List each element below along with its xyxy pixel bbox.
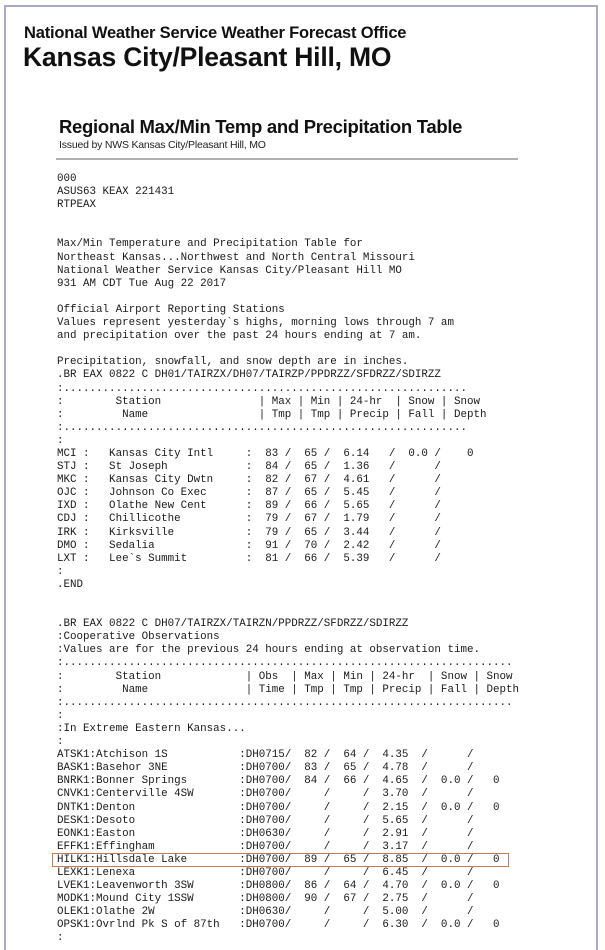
airport-station-row: STJ : St Joseph : 84 / 65 / 1.36 / / [57, 461, 467, 474]
coop-station-row: EFFK1:Effingham :DH0700/ / / 3.17 / / [57, 840, 493, 853]
blank-line [57, 225, 519, 238]
blank-line [57, 592, 519, 605]
airport-note-line: Official Airport Reporting Stations [57, 303, 285, 316]
office-name: National Weather Service Weather Forecast Office [24, 24, 407, 42]
region-label: :In Extreme Eastern Kansas... [57, 722, 246, 735]
airport-note-line: and precipitation over the past 24 hours ending at 7 am. [57, 330, 422, 343]
units-note: Precipitation, snowfall, and snow depth are in inches. [57, 356, 409, 369]
airport-station-row: IRK : Kirksville : 79 / 65 / 3.44 / / [57, 526, 467, 539]
bulletin-text [57, 173, 519, 946]
coop-station-row: DESK1:Desoto :DH0700/ / / 5.65 / / [57, 814, 493, 827]
airport-station-row: LXT : Lee`s Summit : 81 / 66 / 5.39 / / [57, 552, 467, 565]
wmo-header-line: ASUS63 KEAX 221431 [57, 186, 175, 199]
intro-line: Max/Min Temperature and Precipitation Table for [57, 238, 363, 251]
airport-note-line: Values represent yesterday`s highs, morning lows through 7 am [57, 317, 454, 330]
coop-station-row: LEXK1:Lenexa :DH0700/ / / 6.45 / / [57, 866, 493, 879]
coop-station-row-highlighted: HILK1:Hillsdale Lake :DH0700/ 89 / 65 / 8.85 / 0.0 / 0 [57, 853, 500, 866]
product-title: Regional Max/Min Temp and Precipitation Table [59, 116, 463, 137]
coop-title: :Cooperative Observations [57, 631, 220, 644]
intro-line: National Weather Service Kansas City/Pleasant Hill MO [57, 264, 402, 277]
coop-header-row-2: : Name | Time | Tmp | Tmp | Precip | Fall | Depth [57, 683, 520, 696]
table-rule: :.............................................................. [57, 382, 467, 395]
coop-station-row: EONK1:Easton :DH0630/ / / 2.91 / / [57, 827, 493, 840]
blank-line [57, 212, 519, 225]
office-city-title: Kansas City/Pleasant Hill, MO [23, 42, 392, 72]
coop-station-row: BASK1:Basehor 3NE :DH0700/ 83 / 65 / 4.78 / / [57, 762, 493, 775]
coop-station-row: LVEK1:Leavenworth 3SW :DH0800/ 86 / 64 / 4.70 / 0.0 / 0 [57, 880, 500, 893]
table-rule: :..................................................................... [57, 696, 513, 709]
table-rule: :..................................................................... [57, 657, 513, 670]
airport-station-row: CDJ : Chillicothe : 79 / 67 / 1.79 / / [57, 513, 467, 526]
airport-station-row: MKC : Kansas City Dwtn : 82 / 67 / 4.61 / / [57, 474, 467, 487]
colon-line: : [57, 932, 64, 945]
intro-line: 931 AM CDT Tue Aug 22 2017 [57, 277, 227, 290]
airport-br-line: .BR EAX 0822 C DH01/TAIRZX/DH07/TAIRZP/PPDRZZ/SFDRZZ/SDIRZZ [57, 369, 441, 382]
coop-header-row-1: : Station | Obs | Max | Min | 24-hr | Snow | Snow [57, 670, 513, 683]
airport-station-row: IXD : Olathe New Cent : 89 / 66 / 5.65 / / [57, 500, 467, 513]
blank-line [57, 605, 519, 618]
colon-line: : [57, 565, 64, 578]
coop-br-line: .BR EAX 0822 C DH07/TAIRZX/TAIRZN/PPDRZZ/SFDRZZ/SDIRZZ [57, 618, 409, 631]
airport-station-row: OJC : Johnson Co Exec : 87 / 65 / 5.45 / / [57, 487, 467, 500]
blank-line [57, 343, 519, 356]
wmo-header-line: 000 [57, 173, 77, 185]
product-issued-by: Issued by NWS Kansas City/Pleasant Hill, MO [59, 139, 266, 151]
colon-line: : [57, 434, 64, 447]
coop-station-row: OLEK1:Olathe 2W :DH0630/ / / 5.00 / / [57, 906, 493, 919]
coop-station-row: ATSK1:Atchison 1S :DH0715/ 82 / 64 / 4.35 / / [57, 749, 493, 762]
airport-station-row: DMO : Sedalia : 91 / 70 / 2.42 / / [57, 539, 467, 552]
table-rule: :.............................................................. [57, 421, 467, 434]
coop-note: :Values are for the previous 24 hours ending at observation time. [57, 644, 480, 657]
coop-station-row: BNRK1:Bonner Springs :DH0700/ 84 / 66 / 4.65 / 0.0 / 0 [57, 775, 500, 788]
airport-header-row-1: : Station | Max | Min | 24-hr | Snow | Snow [57, 395, 480, 408]
blank-line [57, 291, 519, 304]
airport-station-row: MCI : Kansas City Intl : 83 / 65 / 6.14 / 0.0 / 0 [57, 447, 474, 460]
coop-station-row: OPSK1:Ovrlnd Pk S of 87th :DH0700/ / / 6.30 / 0.0 / 0 [57, 919, 500, 932]
coop-station-row: DNTK1:Denton :DH0700/ / / 2.15 / 0.0 / 0 [57, 801, 500, 814]
colon-line: : [57, 736, 64, 749]
colon-line: : [57, 709, 64, 722]
intro-line: Northeast Kansas...Northwest and North Central Missouri [57, 251, 415, 264]
coop-station-row: MODK1:Mound City 1SSW :DH0800/ 90 / 67 / 2.75 / / [57, 893, 493, 906]
airport-header-row-2: : Name | Tmp | Tmp | Precip | Fall | Depth [57, 408, 487, 421]
wmo-header-line: RTPEAX [57, 199, 97, 212]
coop-station-row: CNVK1:Centerville 4SW :DH0700/ / / 3.70 / / [57, 788, 493, 801]
end-marker: .END [57, 578, 84, 591]
title-divider [56, 158, 518, 160]
